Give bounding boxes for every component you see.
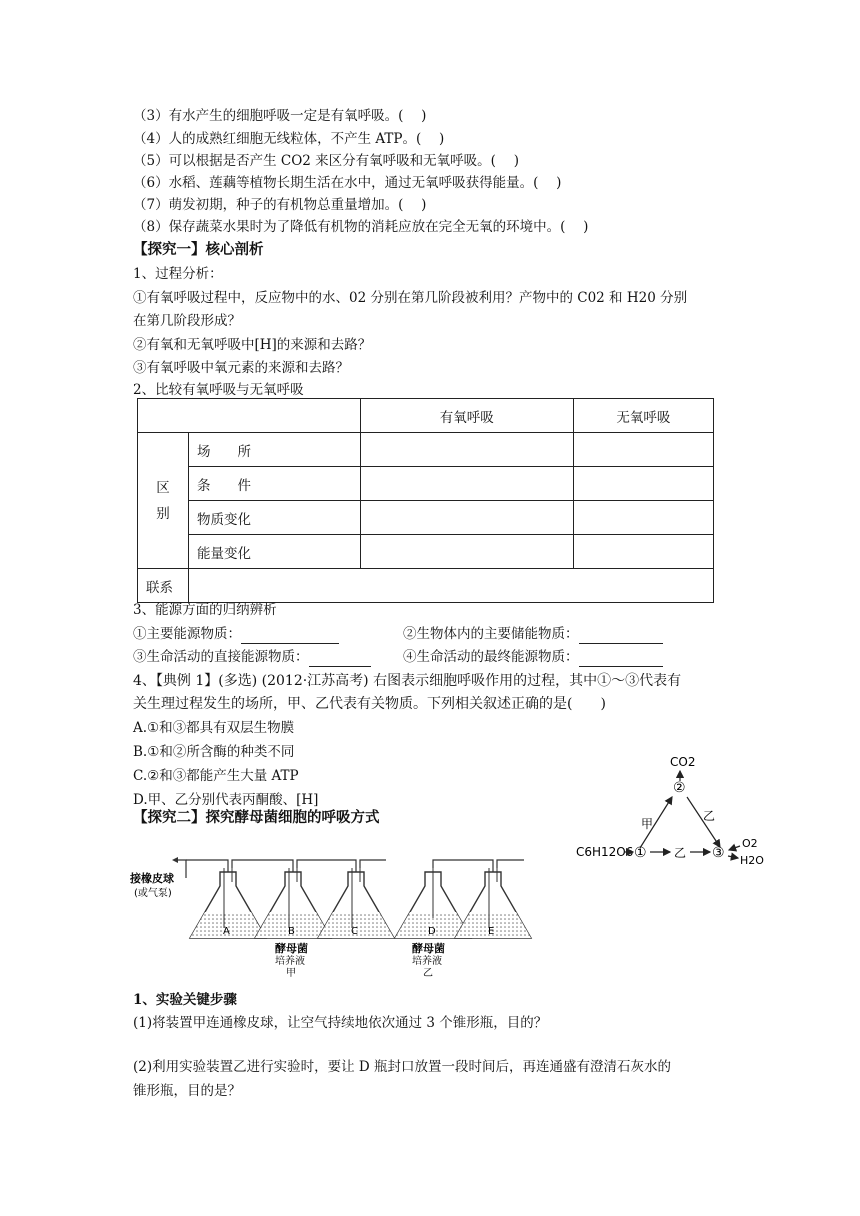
flask-c bbox=[318, 868, 394, 938]
yi-top-label: 乙 bbox=[703, 809, 716, 823]
section1-title: 【探究一】核心剖析 bbox=[133, 241, 264, 258]
judgment-5: （5）可以根据是否产生 CO2 来区分有氧呼吸和无氧呼吸。( ) bbox=[133, 153, 519, 169]
outlet-tube-e bbox=[497, 860, 524, 868]
diff-group-label: 区 别 bbox=[138, 433, 189, 569]
row-label-link: 联系 bbox=[138, 569, 189, 603]
row-label-condition: 条 件 bbox=[189, 467, 361, 501]
row-label-energy: 能量变化 bbox=[189, 535, 361, 569]
cell-anaerobic-energy[interactable] bbox=[573, 535, 713, 569]
glucose-label: C6H12O6 bbox=[576, 845, 634, 859]
set1-label-2: 培养液 bbox=[275, 956, 305, 967]
energy-title: 3、能源方面的归纳辨析 bbox=[133, 602, 277, 618]
question-2: ②有氧和无氧呼吸中[H]的来源和去路？ bbox=[133, 337, 372, 353]
tube-a-to-b bbox=[232, 860, 293, 872]
header-anaerobic: 无氧呼吸 bbox=[573, 399, 713, 433]
svg-text:B: B bbox=[288, 926, 295, 937]
outlet-tube-c bbox=[360, 860, 386, 868]
flask-a bbox=[190, 868, 266, 938]
step-2-line1: (2)利用实验装置乙进行实验时，要让 D 瓶封口放置一段时间后，再连通盛有澄清石灰水的 bbox=[133, 1059, 672, 1075]
node-2: ② bbox=[673, 780, 686, 796]
table-corner bbox=[138, 399, 361, 433]
row-label-place: 场 所 bbox=[189, 433, 361, 467]
blank-direct-energy[interactable] bbox=[309, 652, 371, 667]
option-c: C.②和③都能产生大量 ATP bbox=[133, 768, 299, 784]
h2o-label: H2O bbox=[740, 854, 764, 867]
energy-main: ①主要能源物质： bbox=[133, 624, 339, 644]
judgment-6: （6）水稻、莲藕等植物长期生活在水中，通过无氧呼吸获得能量。( ) bbox=[133, 175, 562, 191]
set1-label-1: 酵母菌 bbox=[275, 942, 308, 955]
respiration-diagram bbox=[570, 752, 800, 872]
judgment-7: （7）萌发初期，种子的有机物总重量增加。( ) bbox=[133, 197, 427, 213]
compare-title: 2、比较有氧呼吸与无氧呼吸 bbox=[133, 382, 304, 398]
cell-aerobic-energy[interactable] bbox=[360, 535, 573, 569]
cell-link[interactable] bbox=[189, 569, 714, 603]
yi-bottom-label: 乙 bbox=[674, 846, 687, 860]
example-line2: 关生理过程发生的场所，甲、乙代表有关物质。下列相关叙述正确的是( ) bbox=[133, 696, 606, 712]
arrow-3-to-h2o bbox=[728, 856, 738, 858]
row-label-material: 物质变化 bbox=[189, 501, 361, 535]
flask-e bbox=[455, 868, 531, 938]
set2-label-2: 培养液 bbox=[412, 956, 442, 967]
cell-aerobic-material[interactable] bbox=[360, 501, 573, 535]
blank-main-energy[interactable] bbox=[241, 629, 339, 644]
tube-b-to-c bbox=[297, 860, 356, 872]
step-1: (1)将装置甲连通橡皮球，让空气持续地依次通过 3 个锥形瓶，目的？ bbox=[133, 1015, 548, 1031]
pump-label-1: 接橡皮球 bbox=[130, 872, 174, 885]
energy-direct: ③生命活动的直接能源物质： bbox=[133, 647, 371, 667]
energy-ultimate: ④生命活动的最终能源物质： bbox=[403, 647, 663, 667]
option-b: B.①和②所含酶的种类不同 bbox=[133, 744, 295, 760]
blank-storage-energy[interactable] bbox=[579, 629, 663, 644]
question-1-line2: 在第几阶段形成？ bbox=[133, 313, 241, 329]
section2-title: 【探究二】探究酵母菌细胞的呼吸方式 bbox=[133, 809, 380, 826]
step-2-line2: 锥形瓶，目的是？ bbox=[133, 1083, 241, 1099]
question-1-line1: ①有氧呼吸过程中，反应物中的水、02 分别在第几阶段被利用？产物中的 C02 和 H20 分别 bbox=[133, 290, 688, 306]
inlet-arrow bbox=[172, 857, 178, 863]
node-1: ① bbox=[634, 845, 647, 861]
question-3: ③有氧呼吸中氧元素的来源和去路？ bbox=[133, 360, 349, 376]
svg-text:C: C bbox=[351, 926, 358, 937]
svg-text:D: D bbox=[428, 926, 436, 937]
steps-title: 1、实验关键步骤 bbox=[133, 992, 237, 1008]
flask-b bbox=[255, 868, 331, 938]
process-analysis-title: 1、过程分析： bbox=[133, 266, 223, 282]
comparison-table bbox=[137, 398, 714, 603]
arrow-o2-to-3 bbox=[729, 846, 740, 850]
o2-label: O2 bbox=[742, 837, 758, 850]
co2-label: CO2 bbox=[670, 755, 696, 769]
blank-ultimate-energy[interactable] bbox=[579, 652, 663, 667]
cell-anaerobic-place[interactable] bbox=[573, 433, 713, 467]
example-line1: 4、【典例 1】(多选) (2012·江苏高考) 右图表示细胞呼吸作用的过程，其中①～③代表有 bbox=[133, 673, 682, 689]
set2-label-3: 乙 bbox=[423, 968, 433, 978]
header-aerobic: 有氧呼吸 bbox=[360, 399, 573, 433]
cell-anaerobic-material[interactable] bbox=[573, 501, 713, 535]
cell-anaerobic-condition[interactable] bbox=[573, 467, 713, 501]
svg-text:E: E bbox=[488, 926, 495, 937]
tube-to-a bbox=[186, 860, 228, 872]
cell-aerobic-condition[interactable] bbox=[360, 467, 573, 501]
cell-aerobic-place[interactable] bbox=[360, 433, 573, 467]
node-3: ③ bbox=[712, 845, 725, 861]
svg-text:A: A bbox=[223, 926, 230, 937]
pump-label-2: (或气泵) bbox=[134, 888, 172, 899]
energy-storage: ②生物体内的主要储能物质： bbox=[403, 624, 663, 644]
judgment-4: （4）人的成熟红细胞无线粒体，不产生 ATP。( ) bbox=[133, 131, 445, 147]
jia-label: 甲 bbox=[641, 817, 654, 831]
tube-d-to-e bbox=[433, 860, 493, 872]
option-a: A.①和③都具有双层生物膜 bbox=[133, 720, 295, 736]
judgment-3: （3）有水产生的细胞呼吸一定是有氧呼吸。( ) bbox=[133, 108, 427, 124]
flask-d bbox=[395, 868, 471, 938]
option-d: D.甲、乙分别代表丙酮酸、[H] bbox=[133, 792, 319, 808]
set2-label-1: 酵母菌 bbox=[412, 942, 445, 955]
set1-label-3: 甲 bbox=[286, 968, 296, 978]
judgment-8: （8）保存蔬菜水果时为了降低有机物的消耗应放在完全无氧的环境中。( ) bbox=[133, 219, 589, 235]
apparatus-diagram bbox=[128, 838, 548, 978]
